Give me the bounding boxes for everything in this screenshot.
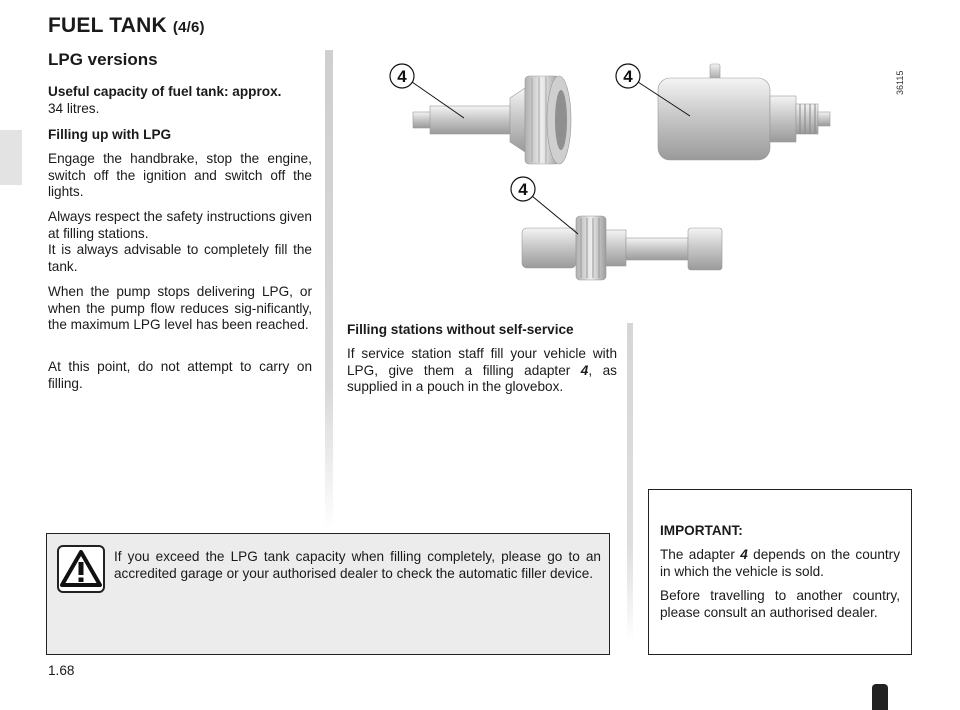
figure-code: 36115 <box>895 70 905 95</box>
column-divider <box>325 50 333 530</box>
callout-1-label: 4 <box>397 67 407 86</box>
no-self-service-heading: Filling stations without self-service <box>347 322 574 337</box>
adapter-image-1 <box>413 76 571 164</box>
page-fraction: (4/6) <box>172 19 205 36</box>
filling-paragraph-3: When the pump stops delivering LPG, or when the pump flow reduces sig-nificantly, the maximum LPG level has been reached. <box>48 284 312 332</box>
filling-heading: Filling up with LPG <box>48 127 172 142</box>
no-self-service-text <box>347 346 617 396</box>
warning-text: If you exceed the LPG tank capacity when filling completely, please go to an accredited garage or your authorised dealer to check the automatic filler device. <box>114 549 601 581</box>
adapter-image-3 <box>522 216 722 280</box>
page-title-text: FUEL TANK <box>48 14 167 37</box>
no-self-service-text-a: If service station staff fill your vehicle with LPG, give them a filling adapter <box>347 346 617 378</box>
filling-paragraph-2 <box>48 209 312 275</box>
important-text-2: Before travelling to another country, please consult an authorised dealer. <box>660 588 900 620</box>
filling-paragraph-4: At this point, do not attempt to carry on filling. <box>48 359 312 391</box>
warning-icon <box>57 545 105 593</box>
important-text-1-b: depends on the country in which the vehicle is sold. <box>660 547 900 579</box>
callout-2-label: 4 <box>623 67 633 86</box>
capacity-block <box>48 84 312 117</box>
adapter-ref: 4 <box>580 362 589 378</box>
callout-3-label: 4 <box>518 180 528 199</box>
capacity-value: 34 litres. <box>48 100 100 116</box>
page-number: 1.68 <box>48 663 75 678</box>
fill-advice-line: It is always advisable to completely fill the tank. <box>48 242 312 274</box>
no-self-service-text-b: , as supplied in a pouch in the glovebox. <box>347 362 617 394</box>
side-chapter-tab <box>0 130 22 185</box>
filling-paragraph-1: Engage the handbrake, stop the engine, switch off the ignition and switch off the lights. <box>48 151 312 199</box>
important-title: IMPORTANT: <box>660 523 743 538</box>
page-title <box>48 14 205 38</box>
corner-mark <box>872 684 888 710</box>
important-text-1 <box>660 547 900 580</box>
important-adapter-ref: 4 <box>740 547 748 562</box>
callout-3 <box>511 177 578 234</box>
section-title: LPG versions <box>48 50 158 69</box>
important-text-1-a: The adapter <box>660 547 741 562</box>
lpg-adapters-illustration <box>340 60 880 300</box>
callout-1 <box>390 64 464 118</box>
column-divider-2 <box>627 323 633 643</box>
capacity-label: Useful capacity of fuel tank: approx. <box>48 84 282 99</box>
safety-line: Always respect the safety instructions given at filling stations. <box>48 209 312 241</box>
